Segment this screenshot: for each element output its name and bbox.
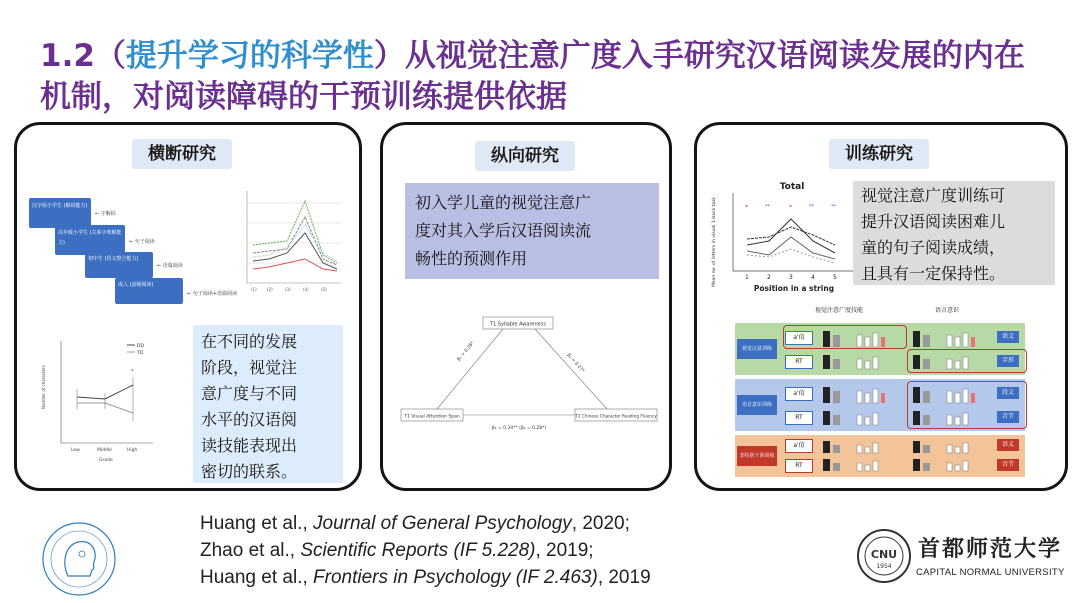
- slide-title: [40, 36, 1050, 118]
- outcome-tag: 语义: [997, 331, 1019, 343]
- svg-text:*: *: [745, 204, 748, 211]
- legend-td: TD: [137, 351, 144, 356]
- grade-axis-label: Grade: [99, 458, 113, 463]
- longitudinal-label: 纵向研究: [475, 141, 575, 171]
- cross-sectional-label: 横断研究: [132, 139, 232, 169]
- reference-authors: Huang et al.,: [200, 513, 314, 534]
- training-tick: 5: [833, 274, 837, 281]
- stage-box-text: 成人 (流畅阅读): [118, 282, 154, 288]
- title-prefix: 1.2（: [40, 38, 126, 74]
- outcome-tag: 语义: [997, 439, 1019, 451]
- outcome-tag: 音节: [997, 411, 1019, 423]
- model-left-node: T1 Visual Attention Span: [404, 414, 460, 420]
- training-results-table: [735, 299, 1027, 477]
- training-label: 训练研究: [829, 139, 929, 169]
- cnu-badge-year: 1954: [876, 563, 892, 570]
- table-header-visual: 视觉注意广度技能: [815, 307, 864, 314]
- note-line: 畅性的预测作用: [415, 249, 528, 268]
- legend-dd: DD: [137, 344, 144, 349]
- training-note: [853, 181, 1055, 285]
- reference-authors: Huang et al.,: [200, 567, 314, 588]
- grade-line-chart: [39, 337, 157, 467]
- svg-text:**: **: [765, 204, 770, 210]
- stage-step: [85, 252, 153, 278]
- grade-tick: Low: [71, 448, 80, 453]
- longitudinal-note: [405, 183, 659, 279]
- cnu-name-chinese: 首都师范大学: [918, 536, 1063, 562]
- stage-tail: ← 句子阅读: [129, 239, 155, 245]
- training-tick: 1: [745, 274, 749, 281]
- mediation-model-diagram: [397, 305, 663, 445]
- model-path-left: β₁ = 0.28*: [456, 341, 476, 363]
- cnu-badge-text: CNU: [870, 548, 898, 561]
- row-label: RT: [785, 355, 813, 369]
- note-line: 视觉注意广度训练可: [861, 186, 1006, 205]
- reference-journal: Frontiers in Psychology (IF 2.463): [313, 567, 598, 588]
- training-tick: 4: [811, 274, 815, 281]
- grade-tick: Middle: [97, 448, 112, 453]
- training-chart-title: Total: [779, 182, 805, 192]
- stage-step: [115, 278, 183, 304]
- row-label: a'值: [785, 331, 813, 345]
- reference-journal: Journal of General Psychology: [313, 513, 572, 534]
- table-header-language: 语言意识: [935, 307, 960, 314]
- longitudinal-panel: [380, 122, 672, 491]
- row-label: a'值: [785, 439, 813, 453]
- stage-tail: ← 句子阅读+语篇阅读: [187, 291, 237, 297]
- svg-text:(1): (1): [251, 287, 257, 292]
- group-name: 视觉注意训练: [737, 339, 777, 359]
- stage-box-text: 高年级小学生 (关系字理解能力): [58, 230, 122, 246]
- note-line: 提升汉语阅读困难儿: [861, 212, 1006, 231]
- svg-text:**: **: [831, 204, 836, 210]
- title-suffix: ）从视觉注意广度入手研究汉语阅读发展的内在: [373, 38, 1025, 74]
- note-line: 意广度与不同: [201, 384, 298, 403]
- note-line: 初入学儿童的视觉注意广: [415, 193, 592, 212]
- training-tick: 2: [767, 274, 771, 281]
- reference-year: , 2019;: [535, 540, 594, 561]
- svg-text:(2): (2): [267, 287, 273, 292]
- svg-text:(4): (4): [303, 287, 309, 292]
- cross-sectional-panel: [14, 122, 362, 491]
- training-panel: [694, 122, 1068, 491]
- note-line: 密切的联系。: [201, 462, 298, 481]
- note-line: 在不同的发展: [201, 332, 298, 351]
- stage-step: [29, 198, 91, 228]
- note-line: 阶段，视觉注: [201, 358, 298, 377]
- stage-diagram: [29, 198, 259, 308]
- svg-text:(5): (5): [321, 287, 327, 292]
- outcome-tag: 段义: [997, 387, 1019, 399]
- reference-authors: Zhao et al.,: [200, 540, 301, 561]
- row-label: RT: [785, 411, 813, 425]
- note-line: 水平的汉语阅: [201, 410, 298, 429]
- model-path-right: β₂ = 0.27*: [565, 352, 586, 374]
- model-right-node: T2 Chinese Character Reading Fluency: [575, 413, 657, 419]
- stage-tail: ← 字解码: [95, 211, 116, 217]
- title-line2: 机制，对阅读障碍的干预训练提供依据: [40, 79, 567, 115]
- row-label: RT: [785, 459, 813, 473]
- stage-tail: ← 语篇阅读: [157, 263, 183, 269]
- note-line: 度对其入学后汉语阅读流: [415, 221, 592, 240]
- title-highlight: 提升学习的科学性: [125, 38, 374, 74]
- grade-tick: High: [127, 448, 138, 453]
- reference-item: [200, 564, 651, 591]
- reference-journal: Scientific Reports (IF 5.228): [300, 540, 536, 561]
- svg-text:*: *: [131, 369, 134, 375]
- row-label: a'值: [785, 387, 813, 401]
- cnu-name-english: CAPITAL NORMAL UNIVERSITY: [916, 567, 1065, 578]
- model-path-bottom: β₃ = 0.34** (β₄ = 0.28*): [491, 426, 547, 431]
- reference-item: [200, 537, 651, 564]
- svg-text:Number of characters: Number of characters: [41, 365, 46, 409]
- training-x-label: Position in a string: [753, 284, 835, 293]
- outcome-tag: 字形: [997, 355, 1019, 367]
- svg-text:(3): (3): [285, 287, 291, 292]
- training-y-label: Mean no. of letters in visual 1-back task: [712, 197, 717, 287]
- lab-logo: [40, 520, 118, 598]
- note-line: 童的句子阅读成绩，: [861, 238, 1006, 257]
- stage-step: [55, 225, 125, 255]
- training-line-chart: [707, 175, 857, 295]
- group-name: 非特别干预训练: [737, 446, 777, 466]
- svg-text:*: *: [789, 204, 792, 211]
- reference-year: , 2019: [597, 567, 651, 588]
- mini-bar-charts: [817, 325, 993, 477]
- svg-text:**: **: [809, 204, 814, 210]
- cross-line-chart: [229, 183, 347, 303]
- reference-year: , 2020;: [571, 513, 630, 534]
- model-top-node: T1 Syllable Awareness: [490, 321, 546, 328]
- references: [200, 510, 651, 591]
- stage-box-text: 汉字组小学生 (解码能力): [32, 203, 88, 209]
- reference-item: [200, 510, 651, 537]
- group-name: 语音意识训练: [737, 395, 777, 415]
- outcome-tag: 音节: [997, 459, 1019, 471]
- training-tick: 3: [789, 274, 793, 281]
- cnu-seal-icon: [856, 528, 912, 584]
- cross-sectional-note: [193, 325, 343, 483]
- note-line: 且具有一定保持性。: [861, 264, 1006, 283]
- stage-box-text: 初中生 (语义整合能力): [88, 256, 139, 262]
- note-line: 读技能表现出: [201, 436, 298, 455]
